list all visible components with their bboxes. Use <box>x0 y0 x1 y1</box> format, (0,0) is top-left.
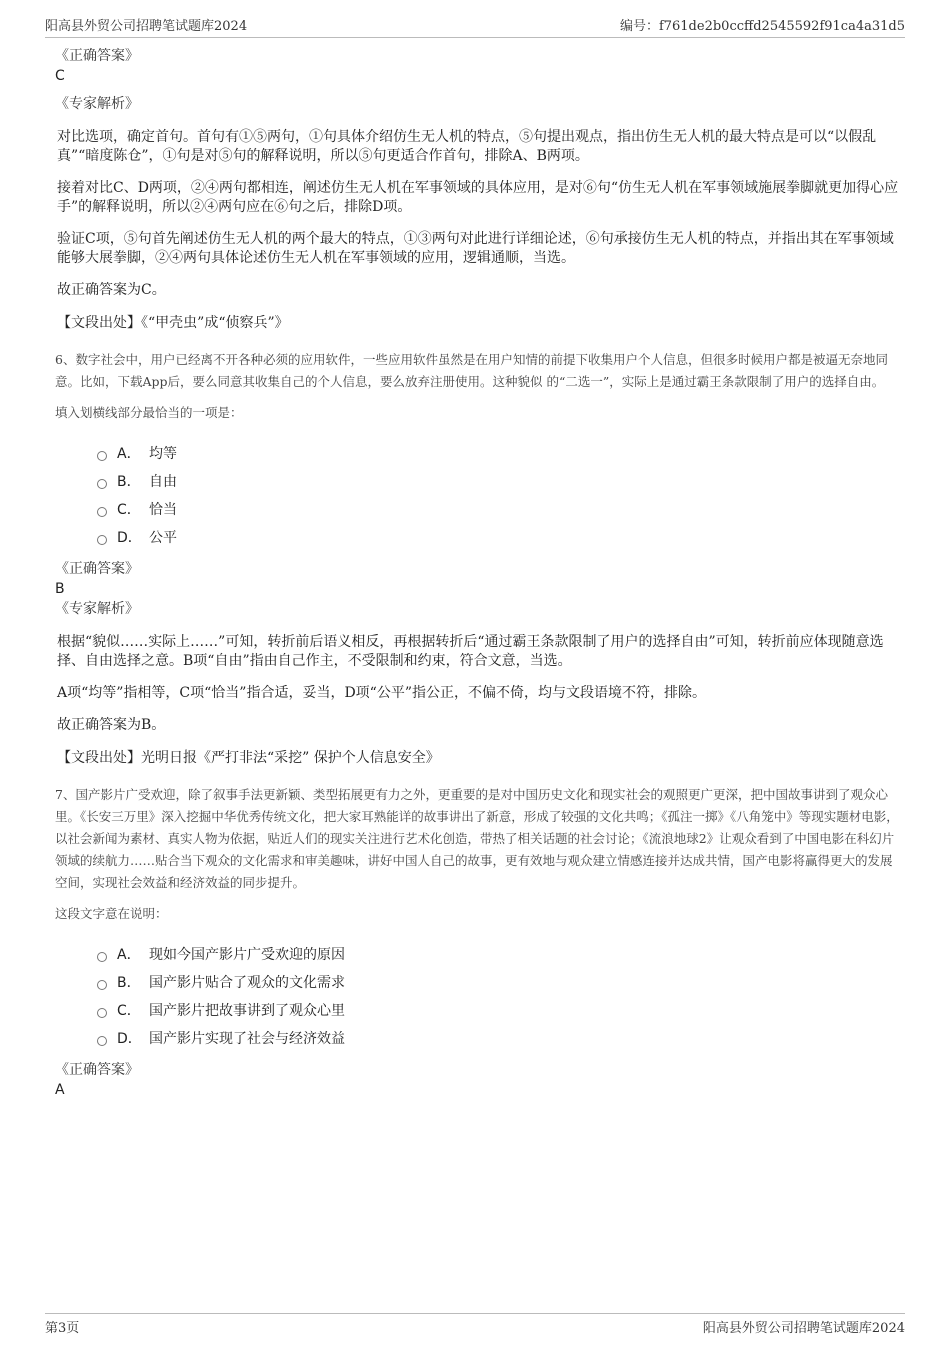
option-b[interactable] <box>97 968 900 996</box>
answer-label: 《正确答案》 <box>55 561 139 577</box>
option-text: 现如今国产影片广受欢迎的原因 <box>149 947 345 963</box>
option-text: 自由 <box>149 474 177 490</box>
option-text: 恰当 <box>149 502 177 518</box>
question-prompt: 这段文字意在说明： <box>55 906 168 921</box>
answer-value: B <box>55 581 65 597</box>
page-content <box>55 46 900 1108</box>
question-text: 7、国产影片广受欢迎，除了叙事手法更新颖、类型拓展更有力之外，更重要的是对中国历史文化和现实社会的观照更广更深，把中国故事讲到了观众心里。《长安三万里》深入挖掘中华优秀传统文化，把大家耳熟能详的故事讲出了新意，形成了较强的文化共鸣；《孤注一掷》《八角笼中》等现实题材电影，以社会新闻为素材、真实人物为依据，贴近人们的现实关注进行艺术化创造，带热了相关话题的社会讨论；《流浪地球2》让观众看到了中国电影在科幻片领域的续航力……贴合当下观众的文化需求和审美趣味，讲好中国人自己的故事，更有效地与观众建立情感连接并达成共情，国产电影将赢得更大的发展空间，实现社会效益和经济效益的同步提升。 <box>55 787 899 890</box>
question-prompt: 填入划横线部分最恰当的一项是： <box>55 405 243 420</box>
option-text: 国产影片贴合了观众的文化需求 <box>149 975 345 991</box>
analysis-paragraph: 对比选项，确定首句。首句有①⑤两句，①句具体介绍仿生无人机的特点，⑤句提出观点，指出仿生无人机的最大特点是可以“以假乱真”“暗度陈仓”，①句是对⑤句的解释说明，所以⑤句更适合作首句，排除A、B两项。 <box>57 129 877 164</box>
answer-value: C <box>55 68 65 84</box>
footer-title: 阳高县外贸公司招聘笔试题库2024 <box>702 1321 905 1336</box>
option-a[interactable] <box>97 439 900 467</box>
radio-icon[interactable] <box>97 952 107 962</box>
option-c[interactable] <box>97 996 900 1024</box>
option-letter: C． <box>117 502 141 518</box>
option-d[interactable] <box>97 523 900 551</box>
option-text: 均等 <box>149 446 177 462</box>
option-list <box>97 940 900 1052</box>
analysis-label: 《专家解析》 <box>55 601 139 617</box>
analysis-paragraph: 根据“貌似……实际上……”可知，转折前后语义相反，再根据转折后“通过霸王条款限制了用户的选择自由”可知，转折前应体现随意选择、自由选择之意。B项“自由”指由自己作主，不受限制和约束，符合文意，当选。 <box>57 634 884 669</box>
radio-icon[interactable] <box>97 451 107 461</box>
page-number: 第3页 <box>45 1321 80 1336</box>
radio-icon[interactable] <box>97 507 107 517</box>
option-letter: B． <box>117 474 141 490</box>
header-title: 阳高县外贸公司招聘笔试题库2024 <box>45 19 248 34</box>
radio-icon[interactable] <box>97 479 107 489</box>
answer-label: 《正确答案》 <box>55 48 139 64</box>
option-letter: C． <box>117 1003 141 1019</box>
radio-icon[interactable] <box>97 1008 107 1018</box>
option-letter: A． <box>117 947 141 963</box>
radio-icon[interactable] <box>97 535 107 545</box>
answer-value: A <box>55 1082 65 1098</box>
source-citation: 【文段出处】光明日报《严打非法“采挖” 保护个人信息安全》 <box>57 750 440 766</box>
answer-block-5 <box>55 46 900 333</box>
option-letter: B． <box>117 975 141 991</box>
option-letter: D． <box>117 530 142 546</box>
analysis-paragraph: 故正确答案为C。 <box>57 282 166 298</box>
analysis-paragraph: 故正确答案为B。 <box>57 717 166 733</box>
radio-icon[interactable] <box>97 980 107 990</box>
question-6 <box>55 349 900 768</box>
header-doc-id: 编号：f761de2b0ccffd2545592f91ca4a31d5 <box>619 19 905 34</box>
radio-icon[interactable] <box>97 1036 107 1046</box>
option-list <box>97 439 900 551</box>
option-text: 国产影片实现了社会与经济效益 <box>149 1031 345 1047</box>
page-header <box>45 12 905 38</box>
analysis-paragraph: 接着对比C、D两项，②④两句都相连，阐述仿生无人机在军事领域的具体应用，是对⑥句“仿生无人机在军事领域施展拳脚就更加得心应手”的解释说明，所以②④两句应在⑥句之后，排除D项。 <box>57 180 899 215</box>
source-citation: 【文段出处】《“甲壳虫”成“侦察兵”》 <box>57 315 289 331</box>
option-letter: D． <box>117 1031 142 1047</box>
option-a[interactable] <box>97 940 900 968</box>
option-c[interactable] <box>97 495 900 523</box>
option-d[interactable] <box>97 1024 900 1052</box>
analysis-label: 《专家解析》 <box>55 96 139 112</box>
option-b[interactable] <box>97 467 900 495</box>
question-7 <box>55 784 900 1100</box>
option-text: 公平 <box>149 530 177 546</box>
analysis-paragraph: A项“均等”指相等，C项“恰当”指合适，妥当，D项“公平”指公正，不偏不倚，均与文段语境不符，排除。 <box>57 685 706 701</box>
answer-label: 《正确答案》 <box>55 1062 139 1078</box>
page-footer <box>45 1313 905 1339</box>
question-text: 6、数字社会中，用户已经离不开各种必须的应用软件，一些应用软件虽然是在用户知情的前提下收集用户个人信息，但很多时候用户都是被逼无奈地同意。比如，下载App后，要么同意其收集自己的个人信息，要么放弃注册使用。这种貌似 的“二选一”，实际上是通过霸王条款限制了用户的选择自由。 <box>55 352 888 389</box>
option-text: 国产影片把故事讲到了观众心里 <box>149 1003 345 1019</box>
analysis-paragraph: 验证C项，⑤句首先阐述仿生无人机的两个最大的特点，①③两句对此进行详细论述，⑥句承接仿生无人机的特点，并指出其在军事领域能够大展拳脚，②④两句具体论述仿生无人机在军事领域的应用，逻辑通顺，当选。 <box>57 231 894 266</box>
option-letter: A． <box>117 446 141 462</box>
